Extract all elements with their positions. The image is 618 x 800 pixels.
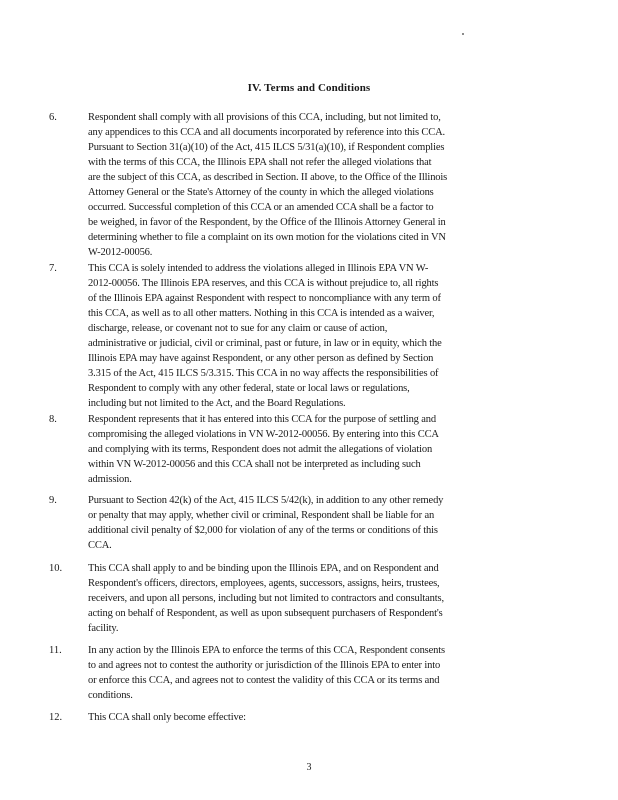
text-line: to and agrees not to contest the authority or jurisdiction of the Illinois EPA to enter into (88, 660, 441, 671)
text-line: Respondent's officers, directors, employees, agents, successors, assigns, heirs, trustees, (88, 578, 440, 589)
text-line: receivers, and upon all persons, including but not limited to contractors and consultants, (88, 593, 444, 604)
text-line: within VN W-2012-00056 and this CCA shall not be interpreted as including such (88, 459, 421, 470)
text-line: W-2012-00056. (88, 247, 153, 258)
text-line: In any action by the Illinois EPA to enforce the terms of this CCA, Respondent consents (88, 645, 445, 656)
text-line: Attorney General or the State's Attorney of the county in which the alleged violations (88, 187, 434, 198)
text-line: with the terms of this CCA, the Illinois EPA shall not refer the alleged violations that (88, 157, 432, 168)
text-line: including but not limited to the Act, and the Board Regulations. (88, 398, 346, 409)
text-line: Respondent shall comply with all provisions of this CCA, including, but not limited to, (88, 112, 441, 123)
text-line: acting on behalf of Respondent, as well as upon subsequent purchasers of Respondent's (88, 608, 443, 619)
text-line: or penalty that may apply, whether civil or criminal, Respondent shall be liable for an (88, 510, 435, 521)
text-line: discharge, release, or covenant not to sue for any claim or cause of action, (88, 323, 388, 334)
text-line: or enforce this CCA, and agrees not to contest the validity of this CCA or its terms and (88, 675, 440, 686)
text-line: occurred. Successful completion of this CCA or an amended CCA shall be a factor to (88, 202, 434, 213)
text-line: determining whether to file a complaint on its own motion for the violations cited in VN (88, 232, 446, 243)
paragraph-number: 6. (49, 112, 57, 123)
paragraph-number: 11. (49, 645, 62, 656)
paragraph-number: 12. (49, 712, 63, 723)
text-line: this CCA, as well as to all other matters. Nothing in this CCA is intended as a waiver, (88, 308, 435, 319)
paragraph-number: 9. (49, 495, 57, 506)
text-line: additional civil penalty of $2,000 for violation of any of the terms or conditions of this (88, 525, 438, 536)
paragraph-number: 7. (49, 263, 57, 274)
paragraph-number: 10. (49, 563, 63, 574)
scan-speck (462, 33, 464, 35)
text-line: facility. (88, 623, 119, 634)
section-heading: IV. Terms and Conditions (247, 82, 371, 94)
text-line: are the subject of this CCA, as described in Section. II above, to the Office of the Illinois (88, 172, 448, 183)
text-line: administrative or judicial, civil or criminal, past or future, in law or in equity, which the (88, 338, 442, 349)
text-line: 3.315 of the Act, 415 ILCS 5/3.315. This CCA in no way affects the responsibilities of (88, 368, 439, 379)
text-line: CCA. (88, 540, 112, 551)
text-line: Pursuant to Section 31(a)(10) of the Act, 415 ILCS 5/31(a)(10), if Respondent complies (88, 142, 445, 153)
text-line: and complying with its terms, Respondent does not admit the allegations of violation (88, 444, 433, 455)
text-line: of the Illinois EPA against Respondent with respect to noncompliance with any term of (88, 293, 441, 304)
text-line: compromising the alleged violations in VN W-2012-00056. By entering into this CCA (88, 429, 439, 440)
text-line: conditions. (88, 690, 133, 701)
text-line: be weighed, in favor of the Respondent, by the Office of the Illinois Attorney General in (88, 217, 446, 228)
text-line: This CCA is solely intended to address the violations alleged in Illinois EPA VN W- (88, 263, 429, 274)
page-number: 3 (306, 762, 312, 773)
paragraph-number: 8. (49, 414, 57, 425)
text-line: Respondent represents that it has entered into this CCA for the purpose of settling and (88, 414, 436, 425)
text-line: any appendices to this CCA and all documents incorporated by reference into this CCA. (88, 127, 445, 138)
text-line: Illinois EPA may have against Respondent, or any other person as defined by Section (88, 353, 434, 364)
text-line: 2012-00056. The Illinois EPA reserves, and this CCA is without prejudice to, all rights (88, 278, 439, 289)
text-line: admission. (88, 474, 132, 485)
text-line: This CCA shall apply to and be binding upon the Illinois EPA, and on Respondent and (88, 563, 439, 574)
text-line: Pursuant to Section 42(k) of the Act, 415 ILCS 5/42(k), in addition to any other remedy (88, 495, 444, 506)
text-line: Respondent to comply with any other federal, state or local laws or regulations, (88, 383, 410, 394)
text-line: This CCA shall only become effective: (88, 712, 246, 723)
